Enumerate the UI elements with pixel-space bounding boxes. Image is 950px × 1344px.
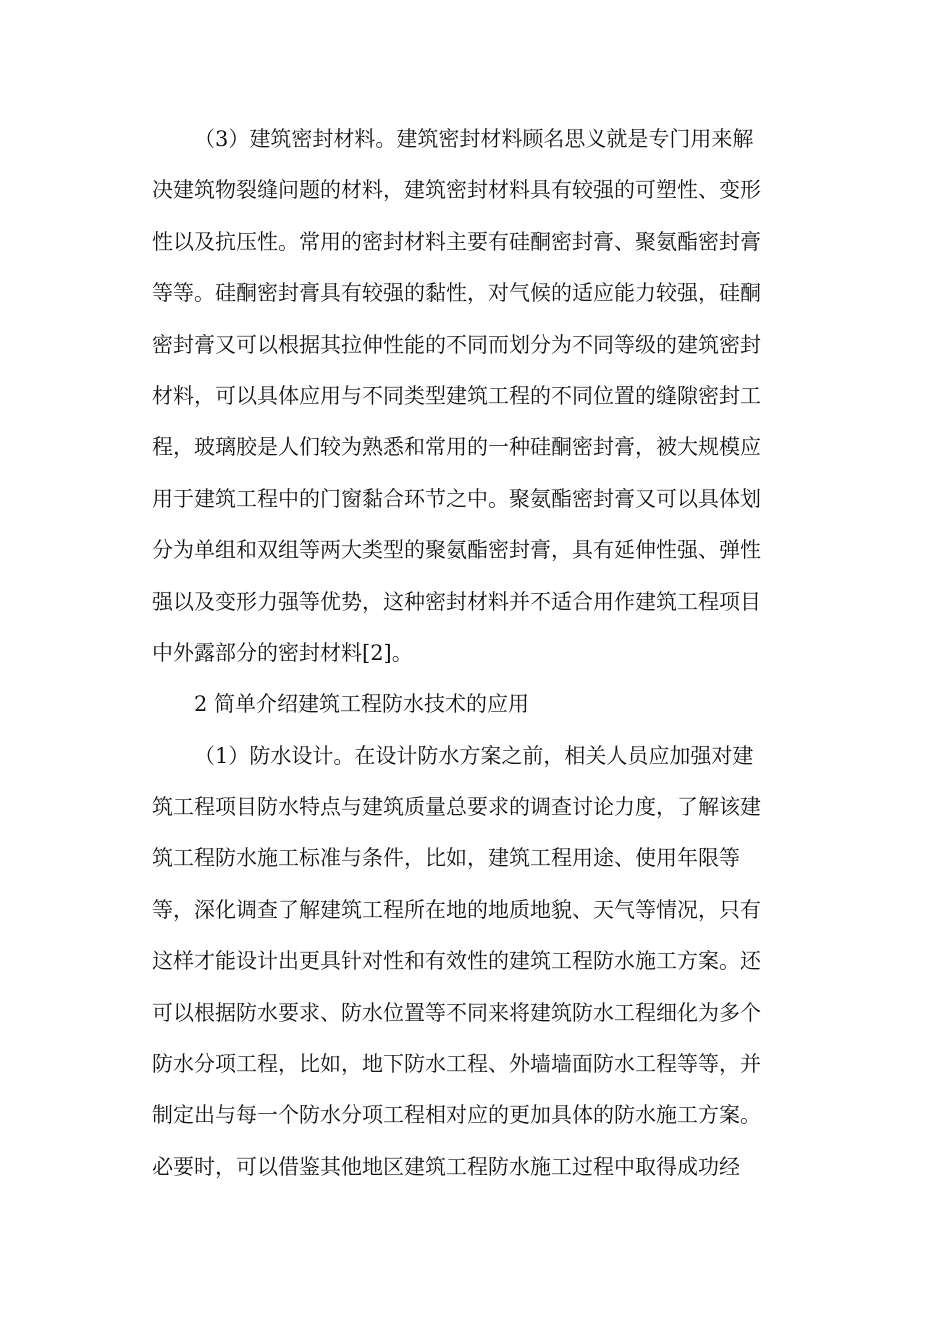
text-line: 这样才能设计出更具针对性和有效性的建筑工程防水施工方案。还 xyxy=(152,949,761,974)
text-line: 制定出与每一个防水分项工程相对应的更加具体的防水施工方案。 xyxy=(152,1103,761,1128)
text-line: 密封膏又可以根据其拉伸性能的不同而划分为不同等级的建筑密封 xyxy=(152,332,761,357)
text-line: 程，玻璃胶是人们较为熟悉和常用的一种硅酮密封膏，被大规模应 xyxy=(152,435,761,460)
text-line: 材料，可以具体应用与不同类型建筑工程的不同位置的缝隙密封工 xyxy=(152,383,761,408)
text-line: 等，深化调查了解建筑工程所在地的地质地貌、天气等情况，只有 xyxy=(152,897,761,922)
text-line: 等等。硅酮密封膏具有较强的黏性，对气候的适应能力较强，硅酮 xyxy=(152,281,761,306)
text-line: 防水分项工程，比如，地下防水工程、外墙墙面防水工程等等，并 xyxy=(152,1052,761,1077)
text-line: 可以根据防水要求、防水位置等不同来将建筑防水工程细化为多个 xyxy=(152,1000,761,1025)
text-line: 强以及变形力强等优势，这种密封材料并不适合用作建筑工程项目 xyxy=(152,589,761,614)
text-line: 必要时，可以借鉴其他地区建筑工程防水施工过程中取得成功经 xyxy=(152,1154,740,1179)
text-line: （1）防水设计。在设计防水方案之前，相关人员应加强对建 xyxy=(194,743,754,768)
text-line: 用于建筑工程中的门窗黏合环节之中。聚氨酯密封膏又可以具体划 xyxy=(152,486,761,511)
text-line: 决建筑物裂缝问题的材料，建筑密封材料具有较强的可塑性、变形 xyxy=(152,178,761,203)
text-line: 筑工程防水施工标准与条件，比如，建筑工程用途、使用年限等 xyxy=(152,846,740,871)
text-line: 筑工程项目防水特点与建筑质量总要求的调查讨论力度，了解该建 xyxy=(152,795,761,820)
body-text xyxy=(152,114,812,1193)
text-line: 中外露部分的密封材料[2]。 xyxy=(152,640,413,665)
text-line: 分为单组和双组等两大类型的聚氨酯密封膏，具有延伸性强、弹性 xyxy=(152,538,761,563)
text-line: 性以及抗压性。常用的密封材料主要有硅酮密封膏、聚氨酯密封膏 xyxy=(152,229,761,254)
section-heading: 2 简单介绍建筑工程防水技术的应用 xyxy=(194,692,530,717)
text-line: （3）建筑密封材料。建筑密封材料顾名思义就是专门用来解 xyxy=(194,127,754,151)
